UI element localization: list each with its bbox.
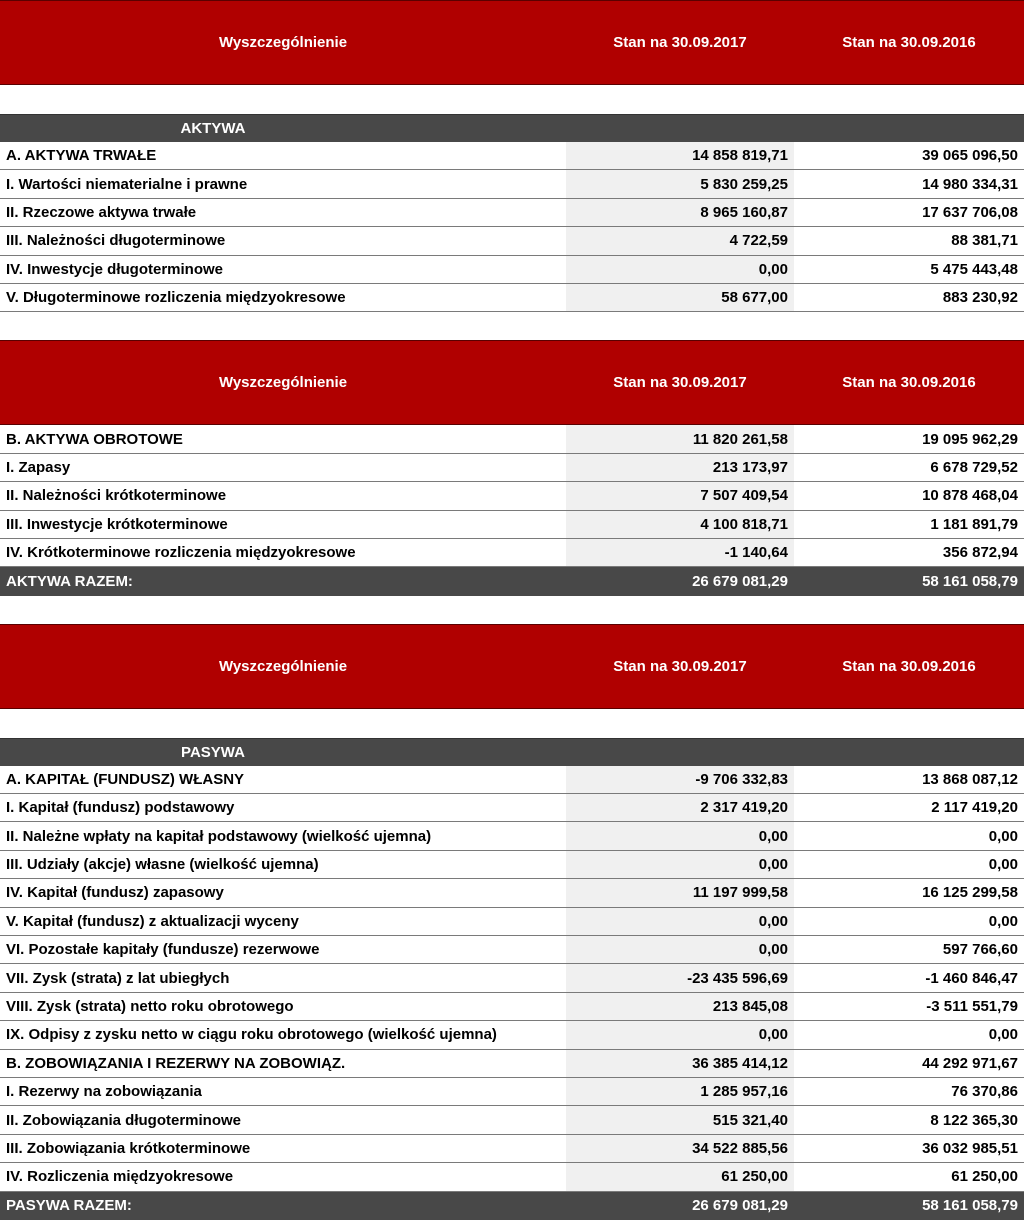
header-col-2017: Stan na 30.09.2017 [613,374,747,392]
value-2016: 16 125 299,58 [794,879,1024,906]
row-label: A. AKTYWA TRWAŁE [0,142,566,169]
total-label: AKTYWA RAZEM: [0,567,566,595]
total-2017: 26 679 081,29 [566,1192,794,1220]
table-row [0,1106,1024,1134]
table-row [0,879,1024,907]
table-row [0,511,1024,539]
header-col-description: Wyszczególnienie [218,374,348,392]
value-2017: 61 250,00 [566,1163,794,1190]
row-label: VII. Zysk (strata) z lat ubiegłych [0,964,566,991]
table-header-1 [0,0,1024,85]
row-label: II. Należności krótkoterminowe [0,482,566,509]
header-col-2016: Stan na 30.09.2016 [842,374,976,392]
value-2016: 0,00 [794,1021,1024,1048]
row-label: I. Wartości niematerialne i prawne [0,170,566,197]
table-row [0,1163,1024,1191]
table-row [0,227,1024,255]
row-label: III. Zobowiązania krótkoterminowe [0,1135,566,1162]
table-aktywa-obrotowe [0,425,1024,567]
table-row [0,454,1024,482]
table-row [0,1135,1024,1163]
value-2016: 0,00 [794,851,1024,878]
total-label: PASYWA RAZEM: [0,1192,566,1220]
table-row [0,993,1024,1021]
value-2017: 4 100 818,71 [566,511,794,538]
header-col-description: Wyszczególnienie [218,34,348,51]
value-2016: 5 475 443,48 [794,256,1024,283]
value-2017: 0,00 [566,822,794,849]
pasywa-total-row [0,1192,1024,1220]
table-header-2 [0,340,1024,425]
value-2016: 36 032 985,51 [794,1135,1024,1162]
spacer [0,312,1024,340]
value-2017: 0,00 [566,908,794,935]
value-2017: 34 522 885,56 [566,1135,794,1162]
row-label: IV. Krótkoterminowe rozliczenia międzyokresowe [0,539,566,566]
value-2016: 883 230,92 [794,284,1024,311]
value-2016: 88 381,71 [794,227,1024,254]
table-pasywa [0,766,1024,1192]
table-row [0,284,1024,312]
row-label: A. KAPITAŁ (FUNDUSZ) WŁASNY [0,766,566,793]
spacer [0,709,1024,738]
total-2016: 58 161 058,79 [794,1192,1024,1220]
value-2016: 13 868 087,12 [794,766,1024,793]
value-2017: -1 140,64 [566,539,794,566]
value-2017: 0,00 [566,1021,794,1048]
row-label: I. Zapasy [0,454,566,481]
header-col-2016: Stan na 30.09.2016 [842,657,976,675]
table-row [0,142,1024,170]
value-2017: 58 677,00 [566,284,794,311]
value-2016: -1 460 846,47 [794,964,1024,991]
table-row [0,822,1024,850]
value-2016: 0,00 [794,822,1024,849]
table-row [0,425,1024,453]
table-row [0,964,1024,992]
row-label: III. Należności długoterminowe [0,227,566,254]
section-label: AKTYWA [180,120,246,137]
value-2016: 8 122 365,30 [794,1106,1024,1133]
table-row [0,539,1024,567]
table-aktywa-trwale [0,142,1024,312]
value-2016: 2 117 419,20 [794,794,1024,821]
total-2017: 26 679 081,29 [566,567,794,595]
value-2017: 5 830 259,25 [566,170,794,197]
row-label: B. AKTYWA OBROTOWE [0,425,566,452]
value-2017: 2 317 419,20 [566,794,794,821]
table-row [0,1021,1024,1049]
table-row [0,1078,1024,1106]
row-label: II. Zobowiązania długoterminowe [0,1106,566,1133]
spacer [0,596,1024,624]
value-2017: 213 173,97 [566,454,794,481]
value-2017: -9 706 332,83 [566,766,794,793]
row-label: IV. Rozliczenia międzyokresowe [0,1163,566,1190]
value-2017: -23 435 596,69 [566,964,794,991]
spacer [0,85,1024,114]
header-col-2017: Stan na 30.09.2017 [613,657,747,675]
value-2017: 4 722,59 [566,227,794,254]
value-2017: 1 285 957,16 [566,1078,794,1105]
value-2016: 61 250,00 [794,1163,1024,1190]
table-row [0,794,1024,822]
value-2016: 76 370,86 [794,1078,1024,1105]
value-2017: 7 507 409,54 [566,482,794,509]
value-2017: 515 321,40 [566,1106,794,1133]
row-label: IV. Kapitał (fundusz) zapasowy [0,879,566,906]
value-2016: 356 872,94 [794,539,1024,566]
row-label: II. Należne wpłaty na kapitał podstawowy (wielkość ujemna) [0,822,566,849]
value-2016: 39 065 096,50 [794,142,1024,169]
total-2016: 58 161 058,79 [794,567,1024,595]
row-label: IX. Odpisy z zysku netto w ciągu roku obrotowego (wielkość ujemna) [0,1021,566,1048]
table-row [0,482,1024,510]
table-row [0,1050,1024,1078]
row-label: III. Inwestycje krótkoterminowe [0,511,566,538]
table-row [0,199,1024,227]
value-2017: 0,00 [566,936,794,963]
table-row [0,908,1024,936]
value-2017: 0,00 [566,256,794,283]
value-2017: 8 965 160,87 [566,199,794,226]
row-label: I. Rezerwy na zobowiązania [0,1078,566,1105]
value-2016: 19 095 962,29 [794,425,1024,452]
header-col-2016: Stan na 30.09.2016 [842,34,976,51]
value-2016: 10 878 468,04 [794,482,1024,509]
table-row [0,851,1024,879]
row-label: V. Długoterminowe rozliczenia międzyokresowe [0,284,566,311]
row-label: II. Rzeczowe aktywa trwałe [0,199,566,226]
value-2016: 17 637 706,08 [794,199,1024,226]
aktywa-total-row [0,567,1024,595]
value-2017: 11 820 261,58 [566,425,794,452]
section-aktywa [0,114,1024,142]
header-col-description: Wyszczególnienie [218,657,348,675]
value-2017: 36 385 414,12 [566,1050,794,1077]
value-2016: 1 181 891,79 [794,511,1024,538]
table-row [0,936,1024,964]
table-header-3 [0,624,1024,709]
value-2016: 0,00 [794,908,1024,935]
value-2017: 14 858 819,71 [566,142,794,169]
value-2016: 44 292 971,67 [794,1050,1024,1077]
section-pasywa [0,738,1024,766]
row-label: IV. Inwestycje długoterminowe [0,256,566,283]
value-2016: -3 511 551,79 [794,993,1024,1020]
row-label: B. ZOBOWIĄZANIA I REZERWY NA ZOBOWIĄZ. [0,1050,566,1077]
row-label: VI. Pozostałe kapitały (fundusze) rezerwowe [0,936,566,963]
value-2016: 6 678 729,52 [794,454,1024,481]
row-label: VIII. Zysk (strata) netto roku obrotowego [0,993,566,1020]
value-2017: 213 845,08 [566,993,794,1020]
table-row [0,170,1024,198]
section-label: PASYWA [181,743,245,761]
row-label: I. Kapitał (fundusz) podstawowy [0,794,566,821]
value-2016: 14 980 334,31 [794,170,1024,197]
row-label: III. Udziały (akcje) własne (wielkość ujemna) [0,851,566,878]
value-2017: 11 197 999,58 [566,879,794,906]
value-2017: 0,00 [566,851,794,878]
value-2016: 597 766,60 [794,936,1024,963]
table-row [0,256,1024,284]
table-row [0,766,1024,794]
row-label: V. Kapitał (fundusz) z aktualizacji wyceny [0,908,566,935]
header-col-2017: Stan na 30.09.2017 [613,34,747,51]
